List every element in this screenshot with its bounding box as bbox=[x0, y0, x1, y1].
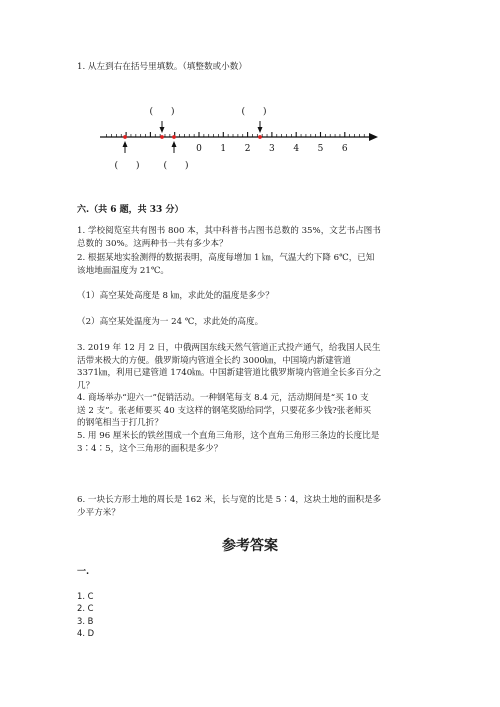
problem-2-line: 该地地面温度为 21℃。 bbox=[77, 265, 170, 276]
paren-below-1: ( ) bbox=[114, 161, 140, 171]
problem-6-line: 的钢笔相当于打几折？ bbox=[77, 418, 163, 429]
arrow-down-b-head bbox=[160, 127, 165, 133]
tick-label: 4 bbox=[293, 144, 300, 154]
problem-7-line: 3∶4∶5，这个三角形的面积是多少？ bbox=[77, 443, 223, 454]
tick-label: 3 bbox=[269, 144, 275, 154]
problem-1-line: 1. 学校阅览室共有图书 800 本，其中科普书占图书总数的 35%，文艺书占图书 bbox=[77, 226, 381, 236]
paren-above-2: ( ) bbox=[241, 107, 267, 117]
problem-5-line: 3. 2019 年 12 月 2 日，中俄两国东线天然气管道正式投产通气，给我国人民生 bbox=[77, 343, 381, 353]
arrow-up-a-head bbox=[123, 141, 128, 147]
problem-6-line: 送 2 支”。张老师要买 40 支这样的钢笔奖励给同学，只要花多少钱?张老师买 bbox=[77, 405, 372, 416]
problem-4-line: （2）高空某处温度为一 24 ℃，求此处的高度。 bbox=[77, 317, 264, 327]
problem-5-line: 活带来极大的方便。俄罗斯境内管道全长约 3000㎞，中国境内新建管道 bbox=[77, 355, 351, 366]
tick-label: 1 bbox=[220, 144, 227, 154]
point-c-dot bbox=[172, 135, 176, 139]
answers-title: 参考答案 bbox=[222, 538, 278, 554]
answer-item: 2. C bbox=[77, 603, 94, 614]
tick-label: 5 bbox=[317, 144, 324, 154]
point-b-dot bbox=[160, 135, 164, 139]
paren-below-2: ( ) bbox=[163, 161, 189, 171]
problem-2-line: 2. 根据某地实验测得的数据表明，高度每增加 1 ㎞，气温大约下降 6℃，已知 bbox=[77, 253, 375, 263]
paren-above-1: ( ) bbox=[149, 107, 175, 117]
tick-label: 0 bbox=[196, 144, 202, 154]
answer-item: 1. C bbox=[77, 591, 94, 601]
problem-5-line: 3371㎞，利用已建管道 1740㎞。中国新建管道比俄罗斯境内管道全长多百分之 bbox=[77, 368, 382, 379]
problem-8-line: 少平方米？ bbox=[77, 507, 120, 518]
question-1-text: 1. 从左到右在括号里填数。（填整数或小数） bbox=[77, 62, 247, 72]
problem-3-line: （1）高空某处高度是 8 ㎞，求此处的温度是多少？ bbox=[77, 291, 274, 301]
tick-label: 6 bbox=[341, 144, 348, 154]
number-line-minor-ticks bbox=[107, 132, 365, 137]
number-line-arrow bbox=[369, 133, 378, 141]
section-6-heading: 六.（共 6 题，共 33 分） bbox=[77, 205, 184, 215]
point-d-dot bbox=[258, 135, 262, 139]
problem-1-line: 总数的 30%。这两种书一共有多少本？ bbox=[77, 238, 228, 249]
answer-item: 3. B bbox=[77, 615, 94, 626]
problem-7-line: 5. 用 96 厘米长的铁丝围成一个直角三角形，这个直角三角形三条边的长度比是 bbox=[77, 431, 380, 441]
problem-5-line: 几？ bbox=[77, 380, 95, 391]
answers-section-label: 一. bbox=[77, 567, 90, 577]
point-a-dot bbox=[123, 135, 127, 139]
answer-item: 4. D bbox=[77, 628, 95, 639]
tick-label: 2 bbox=[244, 144, 251, 154]
arrow-down-d-head bbox=[258, 127, 263, 133]
arrow-up-c-head bbox=[172, 141, 177, 147]
problem-8-line: 6. 一块长方形土地的周长是 162 米，长与宽的比是 5∶4，这块土地的面积是多 bbox=[77, 495, 382, 505]
problem-6-line: 4. 商场举办“迎六一”促销活动。一种钢笔每支 8.4 元，活动期间是“买 10 支 bbox=[77, 393, 369, 403]
